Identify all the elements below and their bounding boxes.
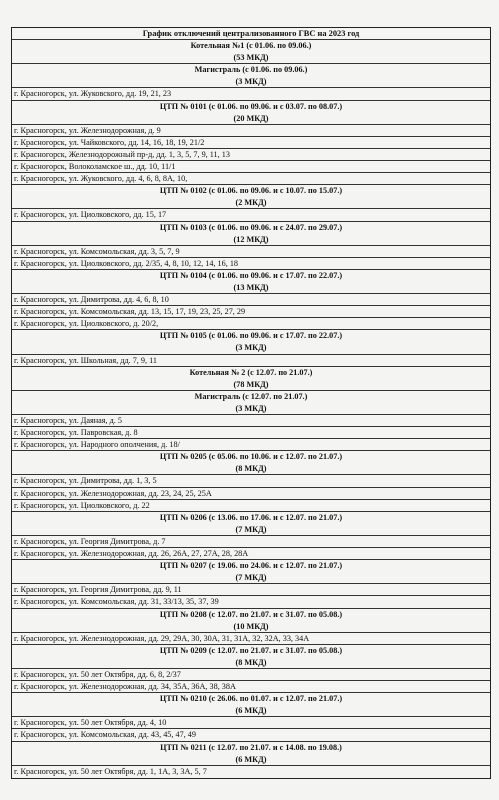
section-header: ЦТП № 0210 (с 26.06. по 01.07. и с 12.07. по 21.07.) <box>159 694 343 704</box>
address-row: г. Красногорск, ул. Георгия Димитрова, дд. 9, 11 <box>12 584 490 596</box>
section-header: ЦТП № 0207 (с 19.06. по 24.06. и с 12.07. по 21.07.) <box>159 561 343 571</box>
address-row: г. Красногорск, ул. Чайковского, дд. 14, 16, 18, 19, 21/2 <box>12 137 490 149</box>
address-row: г. Красногорск, Волоколамское ш., дд. 10, 11/1 <box>12 161 490 173</box>
address-row: г. Красногорск, ул. Комсомольская, дд. 13, 15, 17, 19, 23, 25, 27, 29 <box>12 306 490 318</box>
section-header: ЦТП № 0205 (с 05.06. по 10.06. и с 12.07. по 21.07.) <box>159 452 343 462</box>
building-count: (3 МКД) <box>12 342 490 354</box>
building-count: (3 МКД) <box>12 76 490 88</box>
address-row: г. Красногорск, ул. Циолковского, д. 22 <box>12 500 490 512</box>
building-count: (20 МКД) <box>12 113 490 125</box>
section-header: Котельная №1 (с 01.06. по 09.06.) <box>190 41 312 51</box>
address-row: г. Красногорск, ул. Георгия Димитрова, д. 7 <box>12 536 490 548</box>
building-count: (10 МКД) <box>12 621 490 633</box>
section-header: ЦТП № 0103 (с 01.06. по 09.06. и с 24.07. по 29.07.) <box>159 222 343 232</box>
building-count: (12 МКД) <box>12 234 490 246</box>
address-row: г. Красногорск, ул. Народного ополчения, д. 18/ <box>12 439 490 451</box>
building-count: (13 МКД) <box>12 282 490 294</box>
section-header: ЦТП № 0206 (с 13.06. по 17.06. и с 12.07. по 21.07.) <box>159 512 343 522</box>
schedule-table <box>11 27 491 779</box>
building-count: (3 МКД) <box>12 403 490 415</box>
address-row: г. Красногорск, ул. Димитрова, дд. 4, 6, 8, 10 <box>12 294 490 306</box>
address-row: г. Красногорск, ул. Железнодорожная, дд. 23, 24, 25, 25А <box>12 488 490 500</box>
building-count: (53 МКД) <box>12 52 490 64</box>
address-row: г. Красногорск, ул. Павровская, д. 8 <box>12 427 490 439</box>
address-row: г. Красногорск, ул. Железнодорожная, дд. 26, 26А, 27, 27А, 28, 28А <box>12 548 490 560</box>
address-row: г. Красногорск, ул. Циолковского, дд. 2/35, 4, 8, 10, 12, 14, 16, 18 <box>12 258 490 270</box>
address-row: г. Красногорск, ул. Железнодорожная, дд. 34, 35А, 36А, 38, 38А <box>12 681 490 693</box>
address-row: г. Красногорск, ул. Димитрова, дд. 1, 3, 5 <box>12 475 490 487</box>
address-row: г. Красногорск, ул. Комсомольская, дд. 3, 5, 7, 9 <box>12 246 490 258</box>
section-header: Магистраль (с 01.06. по 09.06.) <box>194 65 308 75</box>
section-header: ЦТП № 0104 (с 01.06. по 09.06. и с 17.07. по 22.07.) <box>159 270 343 280</box>
address-row: г. Красногорск, ул. Даяная, д. 5 <box>12 415 490 427</box>
address-row: г. Красногорск, ул. Железнодорожная, дд. 29, 29А, 30, 30А, 31, 31А, 32, 32А, 33, 34А <box>12 633 490 645</box>
address-row: г. Красногорск, ул. Железнодорожная, д. 9 <box>12 125 490 137</box>
section-header: ЦТП № 0102 (с 01.06. по 09.06. и с 10.07. по 15.07.) <box>159 186 343 196</box>
address-row: г. Красногорск, ул. Школьная, дд. 7, 9, 11 <box>12 355 490 367</box>
building-count: (7 МКД) <box>12 572 490 584</box>
section-header: ЦТП № 0208 (с 12.07. по 21.07. и с 31.07. по 05.08.) <box>159 609 343 619</box>
building-count: (78 МКД) <box>12 379 490 391</box>
address-row: г. Красногорск, ул. Жуковского, дд. 4, 6, 8, 8А, 10, <box>12 173 490 185</box>
address-row: г. Красногорск, ул. Комсомольская, дд. 43, 45, 47, 49 <box>12 729 490 741</box>
address-row: г. Красногорск, ул. Комсомольская, дд. 31, 33/13, 35, 37, 39 <box>12 596 490 608</box>
section-header: ЦТП № 0209 (с 12.07. по 21.07. и с 31.07. по 05.08.) <box>159 645 343 655</box>
section-header: ЦТП № 0101 (с 01.06. по 09.06. и с 03.07. по 08.07.) <box>159 101 343 111</box>
schedule-rows <box>12 40 490 778</box>
document-title: График отключений централизованного ГВС на 2023 год <box>12 28 490 40</box>
address-row: г. Красногорск, ул. Жуковского, дд. 19, 21, 23 <box>12 88 490 100</box>
section-header: Магистраль (с 12.07. по 21.07.) <box>194 391 308 401</box>
building-count: (2 МКД) <box>12 197 490 209</box>
section-header: ЦТП № 0211 (с 12.07. по 21.07. и с 14.08. по 19.08.) <box>160 742 342 752</box>
section-header: ЦТП № 0105 (с 01.06. по 09.06. и с 17.07. по 22.07.) <box>159 331 343 341</box>
address-row: г. Красногорск, ул. Циолковского, дд. 15, 17 <box>12 209 490 221</box>
building-count: (8 МКД) <box>12 657 490 669</box>
building-count: (8 МКД) <box>12 463 490 475</box>
section-header: Котельная № 2 (с 12.07. по 21.07.) <box>189 367 313 377</box>
building-count: (7 МКД) <box>12 524 490 536</box>
address-row: г. Красногорск, ул. 50 лет Октября, дд. 6, 8, 2/37 <box>12 669 490 681</box>
address-row: г. Красногорск, ул. 50 лет Октября, дд. 4, 10 <box>12 717 490 729</box>
address-row: г. Красногорск, ул. 50 лет Октября, дд. 1, 1А, 3, 3А, 5, 7 <box>14 766 207 776</box>
address-row: г. Красногорск, Железнодорожный пр-д, дд. 1, 3, 5, 7, 9, 11, 13 <box>12 149 490 161</box>
building-count: (6 МКД) <box>12 705 490 717</box>
building-count: (6 МКД) <box>12 754 490 766</box>
address-row: г. Красногорск, ул. Циолковского, д. 20/2, <box>12 318 490 330</box>
